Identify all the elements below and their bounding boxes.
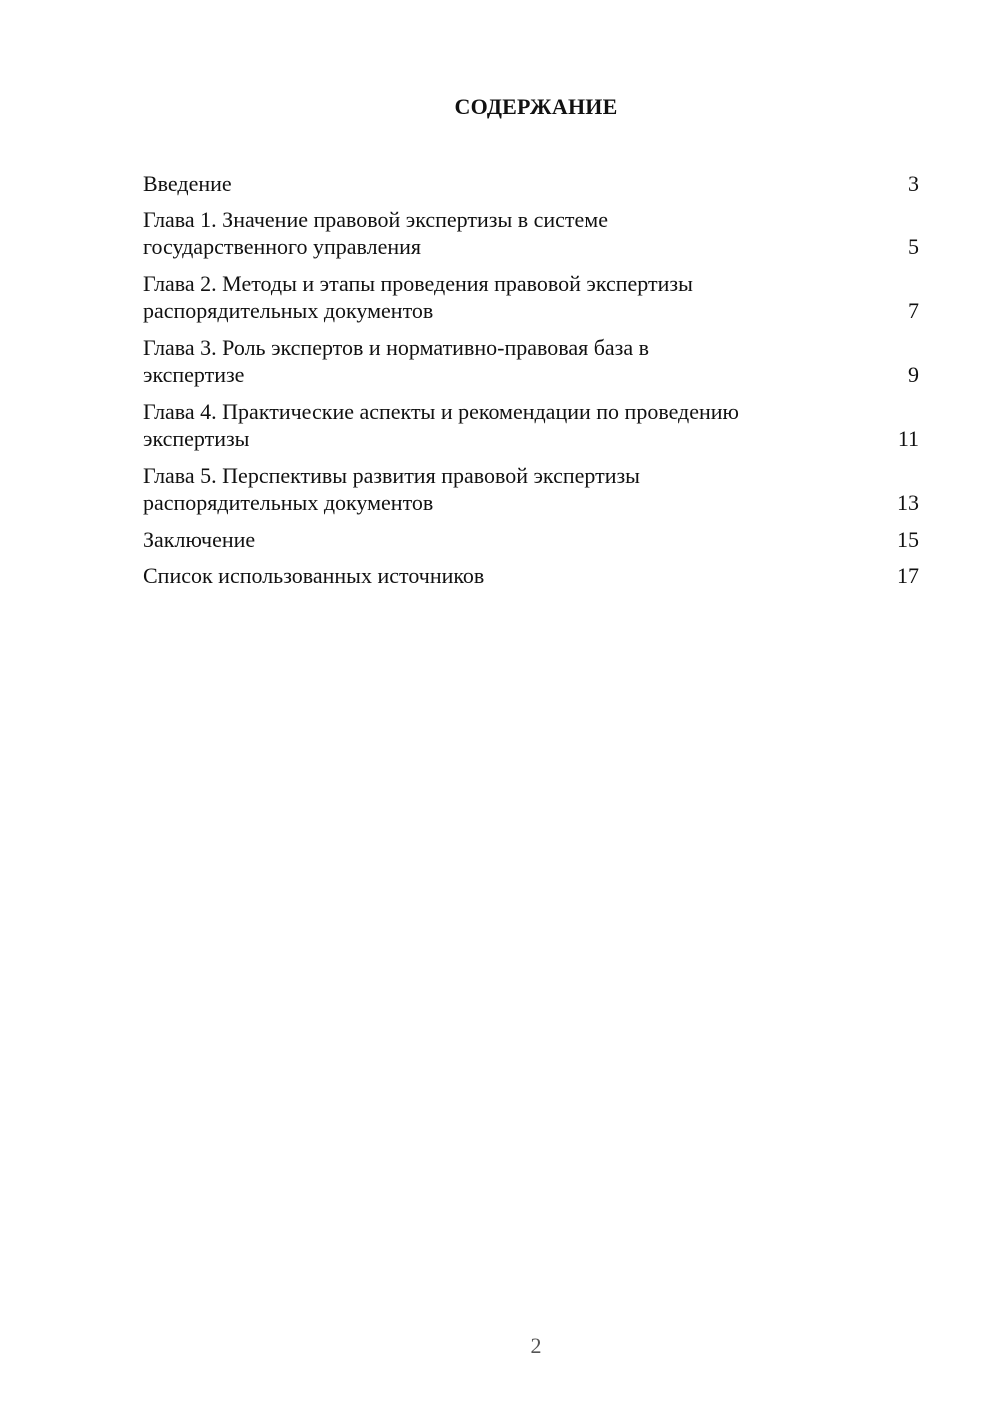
toc-entry-page: 11	[897, 426, 919, 451]
toc-entry-label: Глава 2. Методы и этапы проведения правовой экспертизы распорядительных документов	[143, 271, 693, 323]
toc-entry-references[interactable]	[143, 562, 919, 589]
toc-entry-chapter-4[interactable]	[143, 398, 919, 452]
toc-entry-page: 17	[897, 563, 919, 588]
table-of-contents	[143, 170, 919, 598]
toc-entry-introduction[interactable]	[143, 170, 919, 197]
toc-entry-chapter-5[interactable]	[143, 462, 919, 516]
page-number: 2	[530, 1333, 542, 1358]
toc-entry-label: Глава 3. Роль экспертов и нормативно-правовая база в экспертизе	[143, 335, 649, 387]
toc-entry-page: 3	[908, 171, 919, 196]
toc-entry-chapter-1[interactable]	[143, 206, 919, 260]
toc-entry-page: 5	[908, 234, 919, 259]
toc-entry-label: Глава 1. Значение правовой экспертизы в системе государственного управления	[143, 207, 608, 259]
toc-entry-label: Заключение	[143, 527, 256, 552]
toc-entry-page: 15	[897, 527, 919, 552]
toc-entry-conclusion[interactable]	[143, 526, 919, 553]
toc-entry-chapter-2[interactable]	[143, 270, 919, 324]
toc-entry-page: 9	[908, 362, 919, 387]
toc-entry-page: 13	[897, 490, 919, 515]
toc-entry-page: 7	[908, 298, 919, 323]
page-title: СОДЕРЖАНИЕ	[454, 94, 618, 119]
toc-entry-label: Глава 4. Практические аспекты и рекомендации по проведению экспертизы	[143, 399, 739, 451]
toc-entry-chapter-3[interactable]	[143, 334, 919, 388]
toc-entry-label: Список использованных источников	[143, 563, 485, 588]
toc-entry-label: Введение	[143, 171, 232, 196]
toc-entry-label: Глава 5. Перспективы развития правовой экспертизы распорядительных документов	[143, 463, 640, 515]
